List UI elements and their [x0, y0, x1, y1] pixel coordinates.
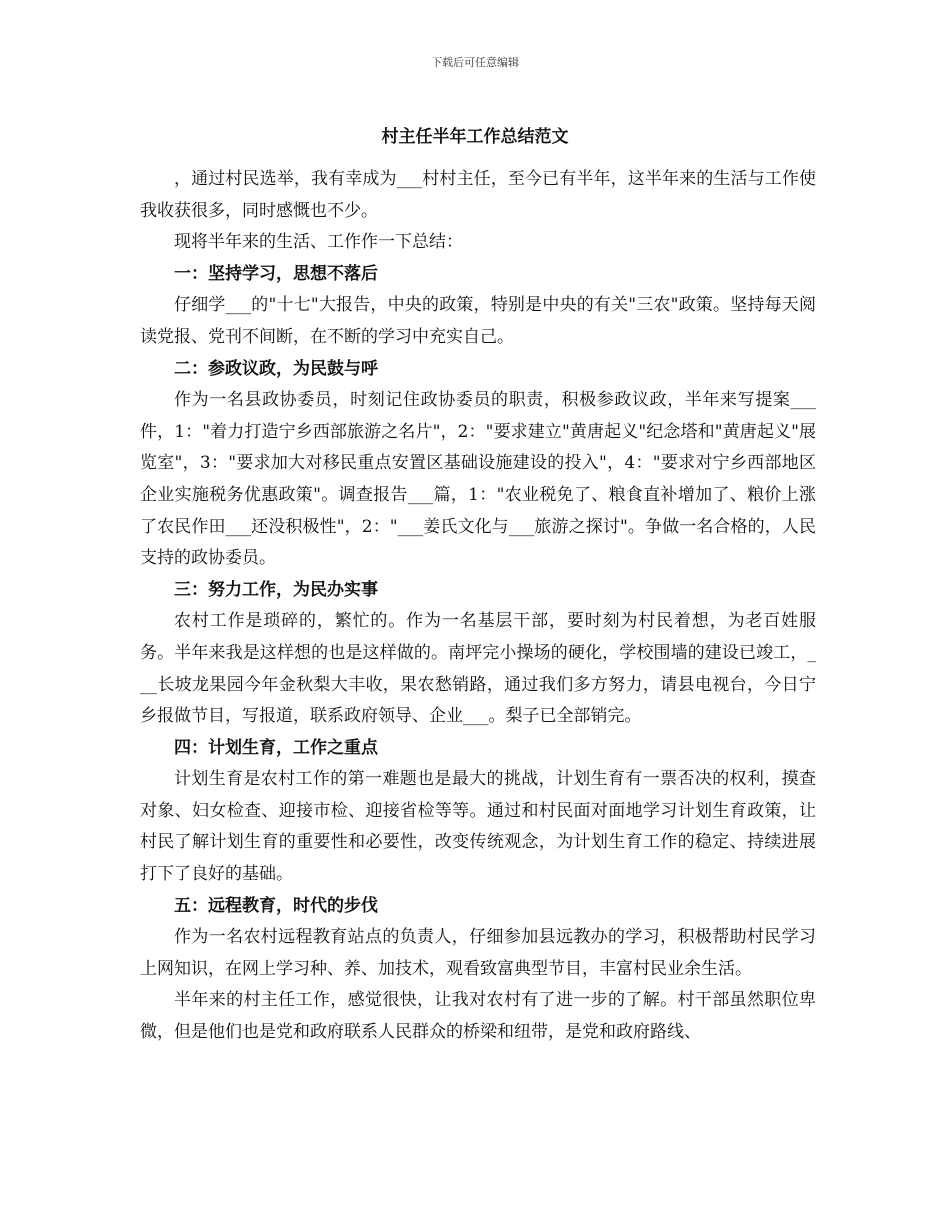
- section-heading-1: 一：坚持学习，思想不落后: [174, 263, 378, 284]
- section-heading-2: 二：参政议政，为民鼓与呼: [174, 358, 378, 379]
- section-heading-5: 五：远程教育，时代的步伐: [174, 895, 378, 916]
- section-heading-4: 四：计划生育，工作之重点: [174, 737, 378, 758]
- header-note: 下载后可任意编辑: [431, 56, 519, 69]
- section-heading-3: 三：努力工作，为民办实事: [174, 579, 378, 600]
- section-5-paragraph: 作为一名农村远程教育站点的负责人，仔细参加县远教办的学习，积极帮助村民学习上网知识，在网上学习种、养、加技术，观看致富典型节目，丰富村民业余生活。: [140, 927, 816, 979]
- section-3-paragraph: 农村工作是琐碎的，繁忙的。作为一名基层干部，要时刻为村民着想，为老百姓服务。半年来我是这样想的也是这样做的。南坪完小操场的硬化，学校围墙的建设已竣工，___长坡龙果园今年金秋梨大丰收，果农愁销路，通过我们多方努力，请县电视台，今日宁乡报做节目，写报道，联系政府领导、企业___。梨子已全部销完。: [140, 611, 816, 727]
- intro-paragraph: ，通过村民选举，我有幸成为___村村主任，至今已有半年，这半年来的生活与工作使我收获很多，同时感慨也不少。: [140, 169, 816, 221]
- section-1-paragraph: 仔细学___的"十七"大报告，中央的政策，特别是中央的有关"三农"政策。坚持每天阅读党报、党刊不间断，在不断的学习中充实自己。: [140, 295, 816, 347]
- conclusion-paragraph: 半年来的村主任工作，感觉很快，让我对农村有了进一步的了解。村干部虽然职位卑微，但是他们也是党和政府联系人民群众的桥梁和纽带，是党和政府路线、: [140, 990, 816, 1043]
- section-4-paragraph: 计划生育是农村工作的第一难题也是最大的挑战，计划生育有一票否决的权利，摸查对象、妇女检查、迎接市检、迎接省检等等。通过和村民面对面地学习计划生育政策，让村民了解计划生育的重要性和必要性，改变传统观念，为计划生育工作的稳定、持续进展打下了良好的基础。: [140, 769, 816, 885]
- document-body: [140, 164, 816, 1049]
- lead-paragraph: 现将半年来的生活、工作作一下总结：: [174, 232, 463, 253]
- section-2-paragraph: 作为一名县政协委员，时刻记住政协委员的职责，积极参政议政，半年来写提案___件，1："着力打造宁乡西部旅游之名片"，2："要求建立"黄唐起义"纪念塔和"黄唐起义"展览室"，3："要求加大对移民重点安置区基础设施建设的投入"，4："要求对宁乡西部地区企业实施税务优惠政策"。调查报告___篇，1："农业税免了、粮食直补增加了、粮价上涨了农民作田___还没积极性"，2："___姜氏文化与___旅游之探讨"。争做一名合格的，人民支持的政协委员。: [140, 390, 816, 569]
- document-title: 村主任半年工作总结范文: [381, 127, 569, 147]
